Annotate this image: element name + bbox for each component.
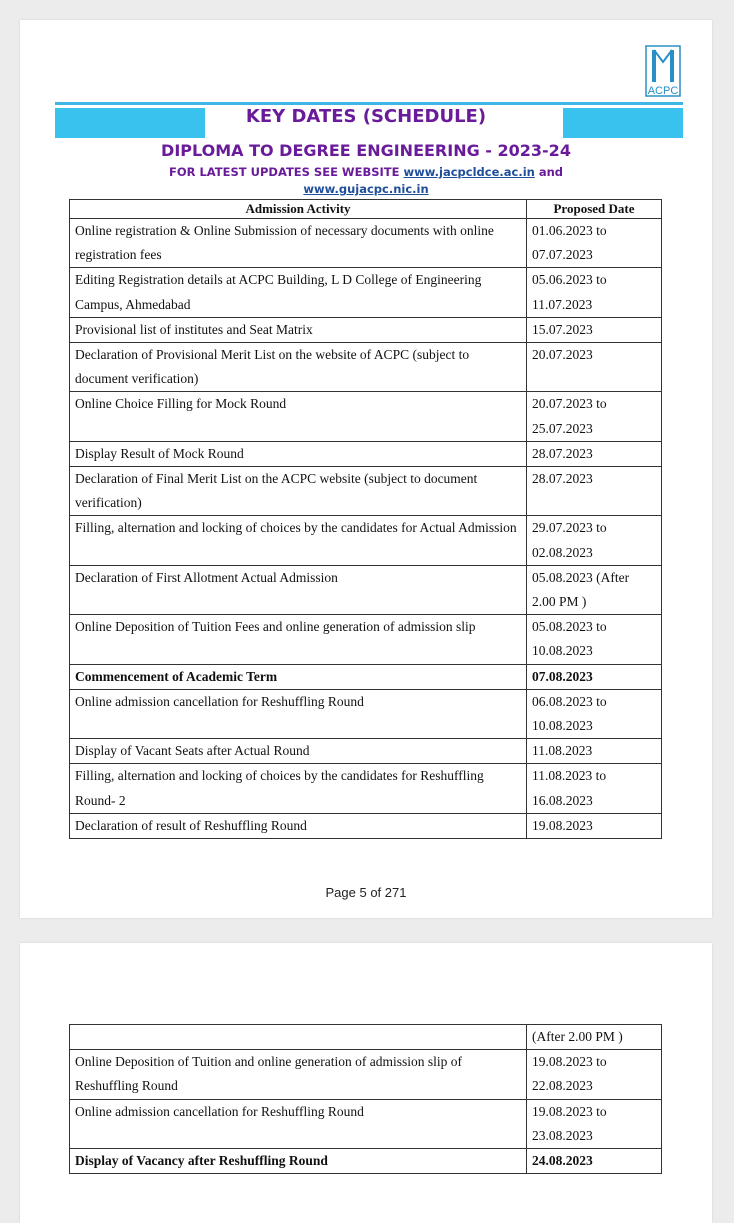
table-row bbox=[70, 1099, 662, 1148]
schedule-table bbox=[69, 199, 662, 839]
date-cell: 19.08.2023 to 23.08.2023 bbox=[527, 1099, 662, 1148]
date-cell: 28.07.2023 bbox=[527, 441, 662, 466]
date-cell: 11.08.2023 bbox=[527, 739, 662, 764]
table-row bbox=[70, 467, 662, 516]
date-cell: 07.08.2023 bbox=[527, 664, 662, 689]
date-cell: (After 2.00 PM ) bbox=[527, 1025, 662, 1050]
table-row bbox=[70, 268, 662, 317]
table-row bbox=[70, 764, 662, 813]
date-cell: 28.07.2023 bbox=[527, 467, 662, 516]
activity-cell: Display of Vacancy after Reshuffling Round bbox=[70, 1149, 527, 1174]
date-cell: 20.07.2023 bbox=[527, 343, 662, 392]
website-link-jacpcldce[interactable]: www.jacpcldce.ac.in bbox=[403, 165, 535, 179]
schedule-table-continued bbox=[69, 1024, 662, 1174]
table-row bbox=[70, 1149, 662, 1174]
acpc-logo bbox=[644, 44, 682, 98]
table-row bbox=[70, 739, 662, 764]
activity-cell: Online Choice Filling for Mock Round bbox=[70, 392, 527, 441]
activity-cell: Declaration of First Allotment Actual Admission bbox=[70, 565, 527, 614]
activity-cell: Declaration of Final Merit List on the ACPC website (subject to document verification) bbox=[70, 467, 527, 516]
activity-cell: Online admission cancellation for Reshuffling Round bbox=[70, 689, 527, 738]
date-cell: 01.06.2023 to 07.07.2023 bbox=[527, 219, 662, 268]
table-row bbox=[70, 813, 662, 838]
schedule-title: KEY DATES (SCHEDULE) bbox=[245, 106, 487, 127]
and-text: and bbox=[534, 165, 564, 179]
date-cell: 15.07.2023 bbox=[527, 317, 662, 342]
date-cell: 05.08.2023 (After 2.00 PM ) bbox=[527, 565, 662, 614]
updates-note bbox=[20, 164, 712, 198]
table-row bbox=[70, 565, 662, 614]
activity-cell: Online Deposition of Tuition Fees and online generation of admission slip bbox=[70, 615, 527, 664]
table-row bbox=[70, 343, 662, 392]
column-header-date: Proposed Date bbox=[527, 200, 662, 219]
activity-cell: Online registration & Online Submission of necessary documents with online registration fees bbox=[70, 219, 527, 268]
activity-cell bbox=[70, 1025, 527, 1050]
document-page-5 bbox=[20, 20, 712, 918]
date-cell: 05.06.2023 to 11.07.2023 bbox=[527, 268, 662, 317]
activity-cell: Declaration of result of Reshuffling Round bbox=[70, 813, 527, 838]
table-row bbox=[70, 441, 662, 466]
updates-prefix: FOR LATEST UPDATES SEE WEBSITE bbox=[168, 165, 404, 179]
date-cell: 19.08.2023 bbox=[527, 813, 662, 838]
table-row bbox=[70, 1025, 662, 1050]
activity-cell: Editing Registration details at ACPC Building, L D College of Engineering Campus, Ahmedabad bbox=[70, 268, 527, 317]
table-row bbox=[70, 317, 662, 342]
activity-cell: Online Deposition of Tuition and online generation of admission slip of Reshuffling Round bbox=[70, 1050, 527, 1099]
date-cell: 11.08.2023 to 16.08.2023 bbox=[527, 764, 662, 813]
column-header-activity: Admission Activity bbox=[70, 200, 527, 219]
date-cell: 29.07.2023 to 02.08.2023 bbox=[527, 516, 662, 565]
activity-cell: Declaration of Provisional Merit List on the website of ACPC (subject to document verification) bbox=[70, 343, 527, 392]
document-page-6 bbox=[20, 943, 712, 1223]
website-link-gujacpc[interactable]: www.gujacpc.nic.in bbox=[303, 182, 429, 196]
table-row bbox=[70, 1050, 662, 1099]
table-row bbox=[70, 615, 662, 664]
schedule-subtitle: DIPLOMA TO DEGREE ENGINEERING - 2023-24 bbox=[161, 141, 571, 160]
table-row bbox=[70, 516, 662, 565]
date-cell: 20.07.2023 to 25.07.2023 bbox=[527, 392, 662, 441]
date-cell: 05.08.2023 to 10.08.2023 bbox=[527, 615, 662, 664]
table-row bbox=[70, 689, 662, 738]
table-row bbox=[70, 664, 662, 689]
activity-cell: Provisional list of institutes and Seat Matrix bbox=[70, 317, 527, 342]
date-cell: 06.08.2023 to 10.08.2023 bbox=[527, 689, 662, 738]
activity-cell: Filling, alternation and locking of choices by the candidates for Actual Admission bbox=[70, 516, 527, 565]
table-header-row bbox=[70, 200, 662, 219]
page-number: Page 5 of 271 bbox=[325, 885, 407, 900]
activity-cell: Display of Vacant Seats after Actual Round bbox=[70, 739, 527, 764]
activity-cell: Filling, alternation and locking of choices by the candidates for Reshuffling Round- 2 bbox=[70, 764, 527, 813]
header-accent-line bbox=[55, 102, 683, 105]
activity-cell: Online admission cancellation for Reshuffling Round bbox=[70, 1099, 527, 1148]
date-cell: 24.08.2023 bbox=[527, 1149, 662, 1174]
table-row bbox=[70, 392, 662, 441]
activity-cell: Commencement of Academic Term bbox=[70, 664, 527, 689]
activity-cell: Display Result of Mock Round bbox=[70, 441, 527, 466]
logo-text: ACPC bbox=[647, 85, 679, 97]
table-row bbox=[70, 219, 662, 268]
date-cell: 19.08.2023 to 22.08.2023 bbox=[527, 1050, 662, 1099]
